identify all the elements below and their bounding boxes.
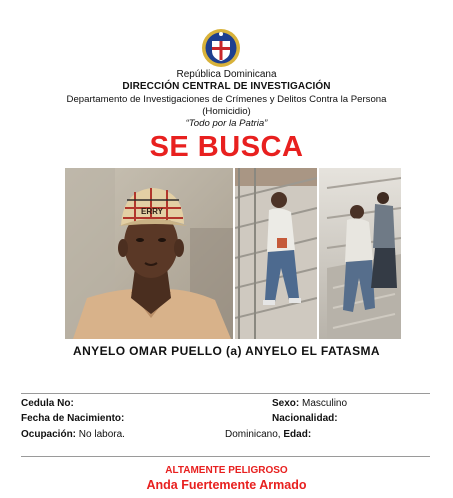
- occupation-value: No labora.: [78, 429, 125, 440]
- svg-text:ERRY: ERRY: [141, 207, 163, 216]
- nationality-age-line: [225, 429, 311, 440]
- sex-label: Sexo:: [272, 398, 300, 409]
- wanted-title: SE BUSCA: [149, 131, 304, 163]
- nationality-field: [272, 413, 338, 424]
- cedula-field: [21, 398, 74, 409]
- divider-bottom: [21, 456, 430, 457]
- agency-line: DIRECCIÓN CENTRAL DE INVESTIGACIÓN: [122, 81, 331, 92]
- occupation-label: Ocupación:: [21, 429, 77, 440]
- occupation-field: [21, 429, 125, 440]
- sex-field: [272, 398, 347, 409]
- nationality-value: Dominicano,: [225, 429, 281, 440]
- agency-seal-icon: [201, 28, 241, 68]
- armed-warning: Anda Fuertemente Armado: [146, 478, 307, 492]
- sex-value: Masculino: [302, 398, 348, 409]
- birth-field: [21, 413, 124, 424]
- unit-line: (Homicidio): [202, 106, 251, 117]
- nationality-label: Nacionalidad:: [272, 413, 338, 424]
- department-line: Departamento de Investigaciones de Crímenes y Delitos Contra la Persona: [66, 94, 387, 105]
- divider-top: [21, 393, 430, 394]
- cedula-label: Cedula No:: [21, 398, 74, 409]
- surveillance-photo: [235, 168, 401, 339]
- motto-line: “Todo por la Patria”: [185, 118, 268, 129]
- birth-label: Fecha de Nacimiento:: [21, 413, 125, 424]
- age-label: Edad:: [283, 429, 312, 440]
- suspect-portrait-photo: [65, 168, 233, 339]
- suspect-name: ANYELO OMAR PUELLO (a) ANYELO EL FATASMA: [73, 344, 380, 358]
- danger-warning: ALTAMENTE PELIGROSO: [165, 465, 288, 476]
- country-line: República Dominicana: [176, 69, 277, 80]
